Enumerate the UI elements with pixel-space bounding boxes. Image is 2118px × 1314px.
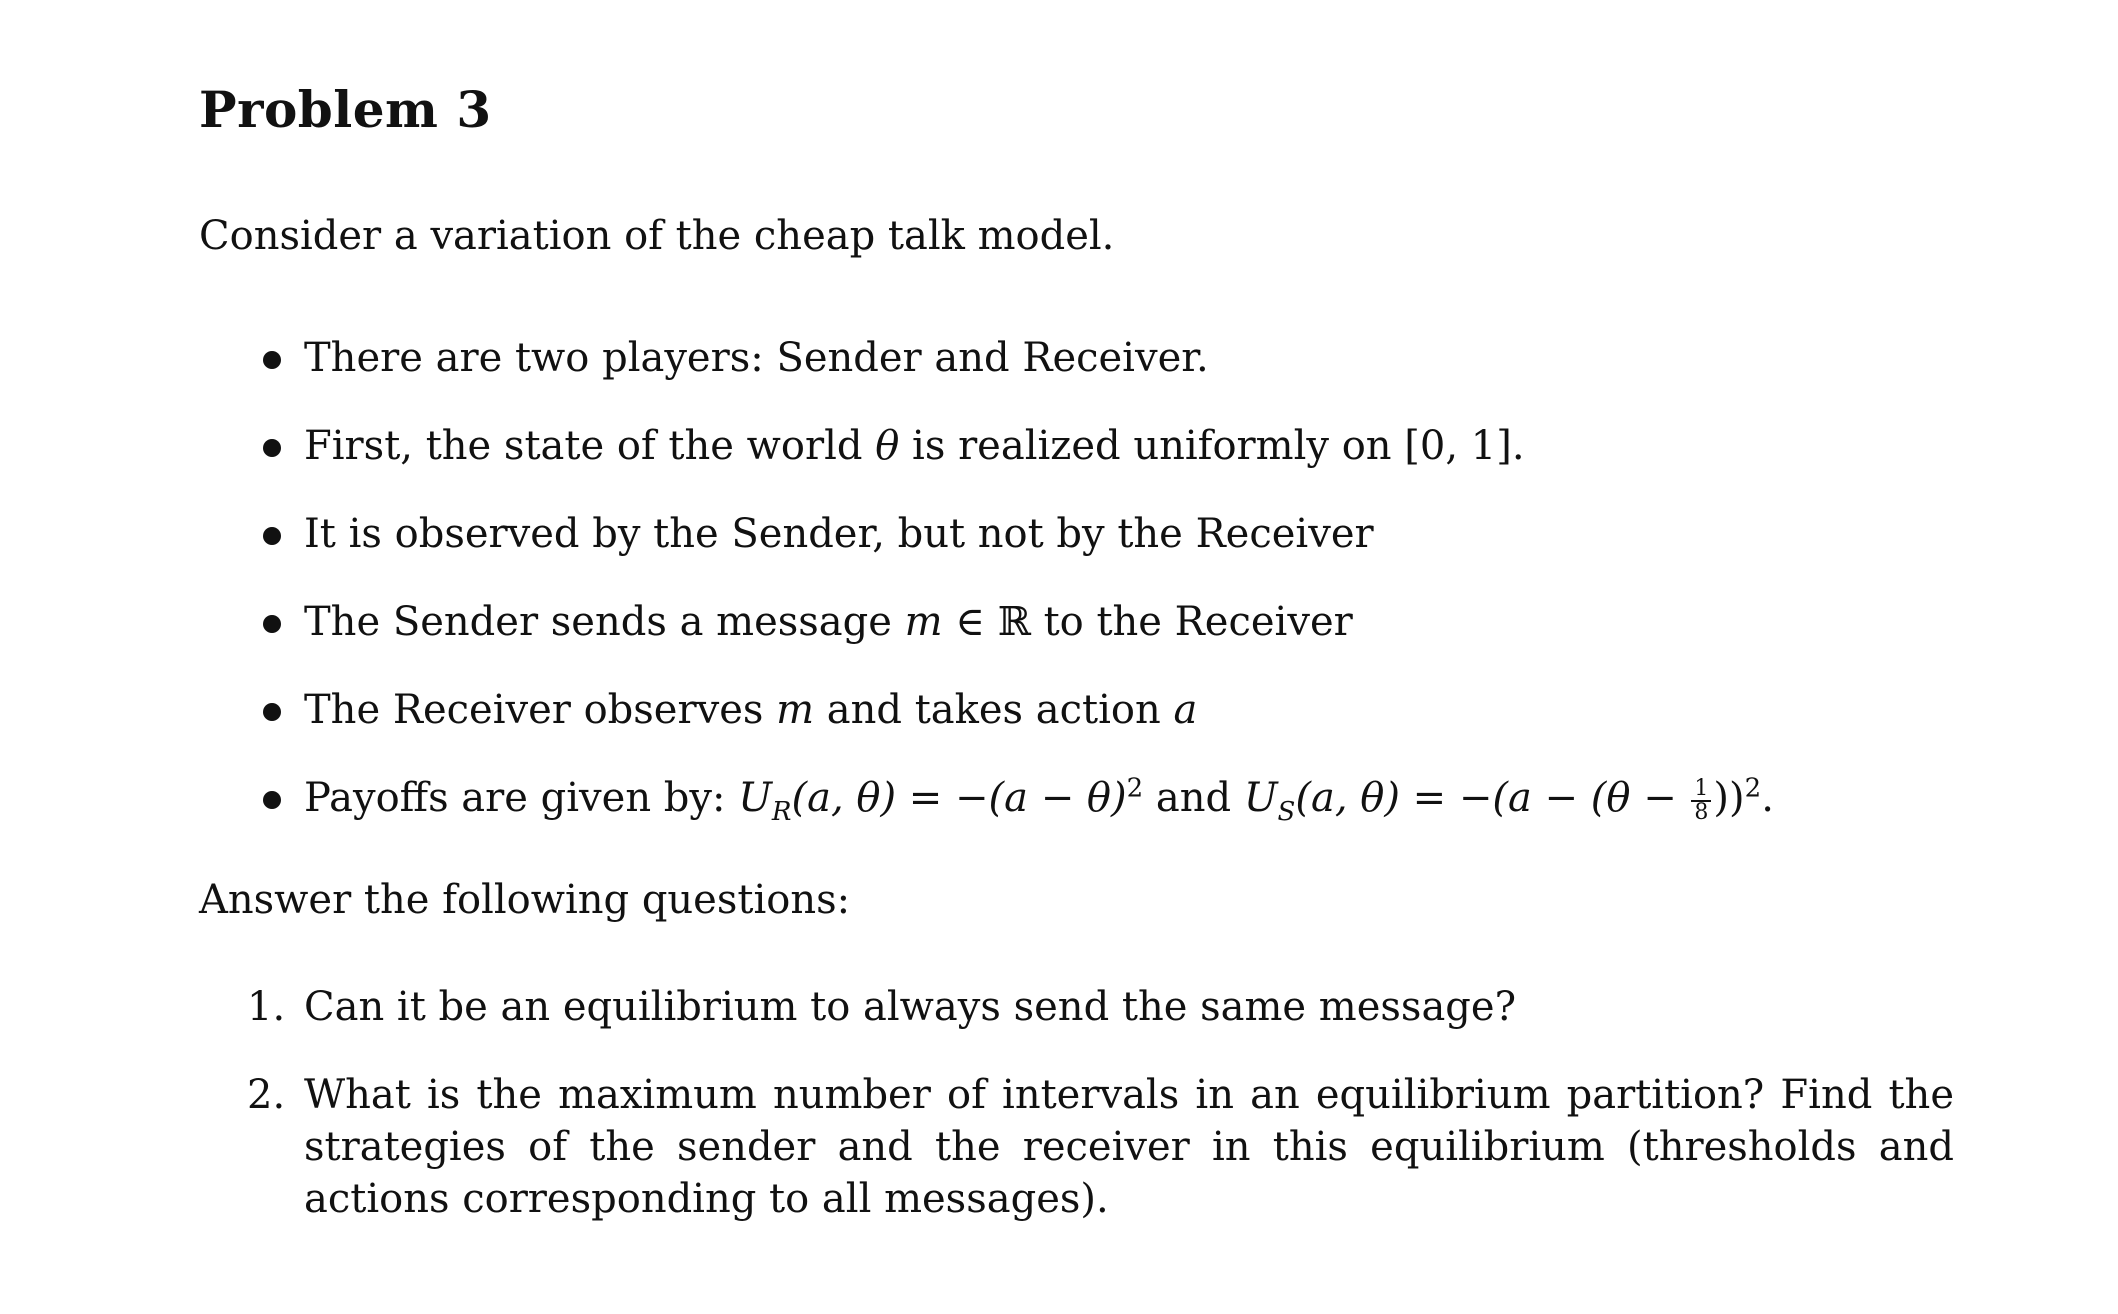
bullet-message [199,597,1959,647]
receiver-payoff-formula: (a, θ) = −(a − θ) [791,775,1127,821]
bullet-text: Payoffs are given by: [304,775,739,821]
answer-intro: Answer the following questions: [199,877,851,923]
bullet-text: to the Receiver [1030,599,1353,645]
bullet-payoffs [199,773,1959,827]
problem-title: Problem 3 [199,80,492,139]
fraction-numerator: 1 [1691,778,1711,802]
bullet-text: and [1143,775,1244,821]
bullet-dot [263,703,281,721]
question-item [199,1069,1954,1225]
model-bullet-list [199,333,1959,827]
bullet-dot [263,791,281,809]
bullet-text: There are two players: Sender and Receiver. [304,335,1209,381]
bullet-observed [199,509,1959,559]
receiver-subscript: R [771,797,792,827]
m-symbol: m [904,599,943,645]
a-symbol: a [1173,687,1198,733]
problem-page [199,70,1959,1261]
exponent: 2 [1126,773,1144,804]
sender-payoff-formula: (a, θ) = −(a − (θ − [1295,775,1690,821]
bullet-text: It is observed by the Sender, but not by the Receiver [304,511,1374,557]
bullet-text: and takes action [814,687,1174,733]
bullet-text: The Sender sends a message [304,599,905,645]
intro-text: Consider a variation of the cheap talk model. [199,213,1115,259]
question-text: Can it be an equilibrium to always send the same message? [304,984,1517,1030]
bullet-action [199,685,1959,735]
reals-symbol: ∈ ℝ [942,599,1031,645]
question-number: 1. [247,984,286,1030]
question-text: What is the maximum number of intervals in an equilibrium partition? Find the strategies of the sender and the receiver in this equilibrium (thresholds and actions corresponding to all messages). [304,1072,1954,1222]
question-item [199,981,1954,1033]
bullet-dot [263,527,281,545]
question-list [199,981,1959,1225]
exponent: 2 [1744,773,1762,804]
sender-utility-symbol: U [1243,775,1278,821]
bullet-state [199,421,1959,471]
bullet-players [199,333,1959,383]
fraction-one-eighth [1691,778,1711,824]
theta-symbol: θ [875,423,900,469]
bullet-dot [263,351,281,369]
m-symbol: m [776,687,815,733]
interval-text: [0, 1]. [1404,423,1525,469]
closing-parens: )) [1713,775,1745,821]
bullet-text: First, the state of the world [304,423,876,469]
question-number: 2. [247,1072,286,1118]
bullet-dot [263,439,281,457]
period: . [1761,775,1774,821]
bullet-text: is realized uniformly on [899,423,1405,469]
receiver-utility-symbol: U [738,775,772,821]
bullet-text: The Receiver observes [304,687,777,733]
bullet-dot [263,615,281,633]
fraction-denominator: 8 [1694,800,1709,825]
sender-subscript: S [1277,797,1296,827]
